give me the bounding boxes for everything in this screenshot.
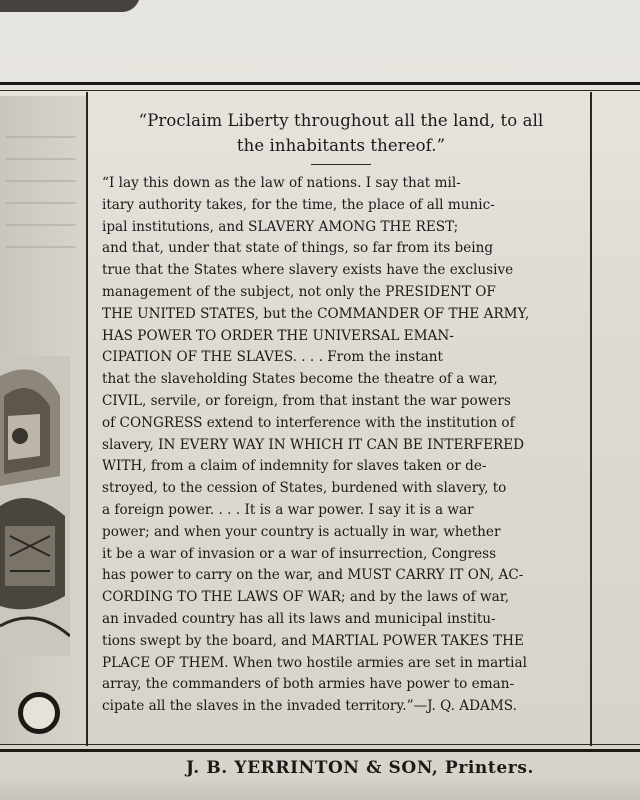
body-line: it be a war of invasion or a war of insurrection, Congress [102, 545, 497, 562]
body-line: that the slaveholding States become the theatre of a war, [102, 371, 498, 388]
top-rule-thick [0, 82, 640, 85]
body-line: HAS POWER TO ORDER THE UNIVERSAL EMAN- [102, 327, 454, 344]
left-column-fragment [0, 96, 86, 744]
left-column-rule [86, 92, 88, 746]
headline [98, 108, 584, 158]
body-line: has power to carry on the war, and MUST CARRY IT ON, AC- [102, 567, 524, 584]
body-line: WITH, from a claim of indemnity for slaves taken or de- [102, 458, 487, 475]
body-line: “I lay this down as the law of nations. I say that mil- [102, 175, 461, 191]
body-line: PLACE OF THEM. When two hostile armies are set in martial [102, 654, 527, 671]
body-line: and that, under that state of things, so far from its being [102, 240, 494, 257]
headline-line-2: the inhabitants thereof.” [236, 136, 446, 155]
body-line: ipal institutions, and SLAVERY AMONG THE REST; [102, 218, 459, 235]
bottom-margin [0, 780, 640, 800]
engraving-illustration [0, 356, 70, 656]
bottom-rule-thin [0, 744, 640, 745]
masthead-ink-fragment [0, 0, 140, 12]
body-line: management of the subject, not only the PRESIDENT OF [102, 283, 496, 300]
body-line: array, the commanders of both armies have power to eman- [102, 676, 515, 693]
body-line: power; and when your country is actually in war, whether [102, 523, 501, 540]
right-column-fragment [594, 96, 640, 744]
body-line: tions swept by the board, and MARTIAL POWER TAKES THE [102, 632, 524, 649]
body-line: CIPATION OF THE SLAVES. . . . From the instant [102, 349, 443, 366]
body-line: slavery, IN EVERY WAY IN WHICH IT CAN BE INTERFERED [102, 436, 525, 453]
body-line: CORDING TO THE LAWS OF WAR; and by the laws of war, [102, 589, 510, 606]
body-line: a foreign power. . . . It is a war power. I say it is a war [102, 501, 474, 518]
bottom-rule-thick [0, 749, 640, 752]
right-column-rule [590, 92, 592, 746]
ornamental-o [18, 692, 60, 734]
top-rule-thin [0, 90, 640, 91]
headline-line-1: “Proclaim Liberty throughout all the land, to all [138, 111, 544, 130]
body-line: of CONGRESS extend to interference with the institution of [102, 414, 515, 431]
headline-divider [311, 164, 371, 165]
body-line: itary authority takes, for the time, the place of all munic- [102, 196, 495, 213]
body-line: an invaded country has all its laws and municipal institu- [102, 610, 496, 627]
body-line: true that the States where slavery exists have the exclusive [102, 262, 514, 279]
article [92, 96, 590, 718]
article-body [92, 173, 590, 718]
body-line: cipate all the slaves in the invaded territory.”—J. Q. ADAMS. [102, 698, 517, 715]
body-line: THE UNITED STATES, but the COMMANDER OF THE ARMY, [102, 305, 530, 322]
printers-imprint: J. B. YERRINTON & SON, Printers. [185, 758, 535, 778]
body-line: CIVIL, servile, or foreign, from that instant the war powers [102, 392, 511, 409]
body-line: stroyed, to the cession of States, burdened with slavery, to [102, 480, 507, 497]
